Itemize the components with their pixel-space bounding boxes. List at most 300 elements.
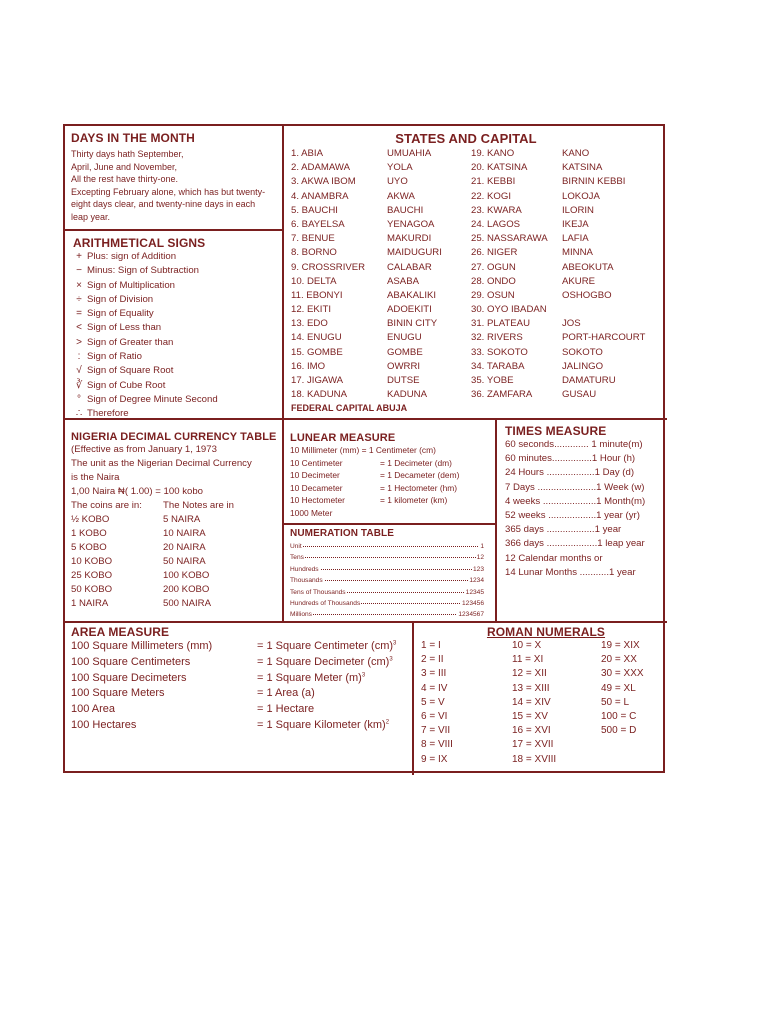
state-name: 11. EBONYI	[291, 289, 343, 301]
sign-symbol: °	[77, 393, 81, 405]
linear-row	[290, 458, 494, 471]
coin-value: 10 KOBO	[71, 556, 113, 567]
times-row: 7 Days ......................1 Week (w)	[505, 481, 645, 493]
state-name: 28. ONDO	[471, 275, 516, 287]
dot-leader	[290, 614, 484, 615]
dot-leader	[290, 546, 484, 547]
roman-row	[417, 668, 665, 682]
roman-value: 13 = XIII	[512, 682, 550, 694]
roman-value: 6 = VI	[421, 710, 448, 722]
state-name: 27. OGUN	[471, 261, 516, 273]
coin-value: 1 NAIRA	[71, 598, 109, 609]
currency-header-row	[71, 500, 281, 514]
section-title: STATES AND CAPITAL	[395, 131, 537, 146]
linear-unit: 10 Centimeter	[290, 457, 343, 468]
state-row	[287, 347, 665, 361]
times-row: 12 Calendar months or	[505, 552, 603, 564]
roman-value: 2 = II	[421, 654, 444, 666]
state-name: 8. BORNO	[291, 247, 337, 259]
roman-value: 19 = XIX	[601, 640, 640, 651]
state-capital: ABEOKUTA	[562, 261, 614, 273]
roman-value: 4 = IV	[421, 682, 448, 694]
note-value: 10 NAIRA	[163, 528, 206, 539]
numeration-value: 123456	[461, 599, 484, 607]
roman-value: 5 = V	[421, 696, 445, 708]
area-equals	[257, 672, 365, 684]
state-row	[287, 233, 665, 247]
state-capital: BININ CITY	[387, 318, 438, 330]
numeration-row	[290, 543, 494, 554]
state-capital: BIRNIN KEBBI	[562, 176, 626, 188]
state-row	[287, 148, 665, 162]
state-row	[287, 375, 665, 389]
currency-row	[71, 570, 281, 584]
sign-item	[73, 351, 281, 365]
linear-equals: = 1 Decimeter (dm)	[380, 457, 452, 468]
state-name: 20. KATSINA	[471, 162, 528, 174]
area-equals	[257, 719, 389, 731]
sign-item	[73, 322, 281, 336]
area-equals-text: = 1 Hectare	[257, 703, 315, 716]
coin-value: 5 KOBO	[71, 542, 107, 553]
divider	[282, 126, 284, 419]
state-name: 15. GOMBE	[291, 346, 343, 358]
roman-value: 11 = XI	[512, 654, 544, 666]
section-title: AREA MEASURE	[71, 625, 170, 639]
area-unit: 100 Square Millimeters (mm)	[71, 640, 213, 652]
verse-line: April, June and November,	[71, 161, 178, 172]
state-capital: ADOEKITI	[387, 304, 432, 316]
arithmetical-signs-section	[73, 236, 281, 418]
currency-row	[71, 542, 281, 556]
numeration-row	[290, 589, 494, 600]
area-row	[71, 703, 411, 719]
state-name: 10. DELTA	[291, 275, 337, 287]
state-name: 35. YOBE	[471, 375, 514, 386]
divider	[65, 418, 667, 420]
area-unit: 100 Square Centimeters	[71, 655, 191, 668]
state-row	[287, 247, 665, 261]
linear-row	[290, 483, 494, 496]
area-equals	[257, 656, 393, 668]
numeration-label	[290, 554, 305, 561]
roman-row	[417, 697, 665, 711]
numeration-value: 1234567	[458, 611, 484, 619]
linear-row	[290, 508, 494, 521]
numeration-label-text: Hundreds of Thousands	[290, 599, 361, 607]
numeration-label-text: Tens	[290, 554, 304, 562]
roman-rows	[417, 640, 665, 768]
verse-line: leap year.	[71, 211, 111, 222]
numeration-label	[290, 577, 324, 584]
state-name: 21. KEBBI	[471, 176, 516, 188]
state-row	[287, 318, 665, 332]
times-row: 14 Lunar Months ...........1 year	[505, 566, 636, 578]
state-capital: KADUNA	[387, 389, 427, 401]
state-name: 26. NIGER	[471, 247, 518, 259]
numeration-row	[290, 554, 494, 565]
numeration-label-text: Unit	[290, 543, 302, 550]
state-capital: JALINGO	[562, 360, 604, 372]
roman-row	[417, 654, 665, 668]
area-row	[71, 640, 411, 656]
sign-label: Sign of Degree Minute Second	[87, 393, 218, 405]
sign-label: Sign of Division	[87, 293, 154, 305]
verse-line: eight days clear, and twenty-nine days in each	[71, 199, 256, 210]
area-exponent: 3	[389, 656, 393, 663]
state-capital: YOLA	[387, 162, 413, 174]
linear-row	[290, 445, 494, 458]
note-value: 100 KOBO	[163, 570, 210, 581]
area-row	[71, 687, 411, 703]
numeration-rows	[290, 543, 494, 620]
sign-item	[73, 265, 281, 279]
coin-value: 50 KOBO	[71, 584, 113, 595]
area-row	[71, 656, 411, 672]
state-row	[287, 389, 665, 403]
area-row	[71, 672, 411, 688]
currency-line: 1,00 Naira ₦( 1.00) = 100 kobo	[71, 486, 203, 497]
section-title: ARITHMETICAL SIGNS	[73, 236, 206, 250]
state-capital: MINNA	[562, 247, 593, 259]
roman-row	[417, 739, 665, 753]
roman-value: 30 = XXX	[601, 668, 644, 680]
state-capital: LAFIA	[562, 233, 589, 245]
area-unit: 100 Hectares	[71, 718, 137, 731]
state-name: 1. ABIA	[291, 148, 323, 159]
sign-symbol: <	[76, 322, 82, 334]
currency-row	[71, 598, 281, 612]
coin-value: 1 KOBO	[71, 528, 107, 539]
currency-notes	[71, 444, 281, 500]
state-name: 36. ZAMFARA	[471, 389, 533, 401]
times-row: 60 minutes...............1 Hour (h)	[505, 453, 636, 465]
roman-value: 18 = XVIII	[512, 753, 557, 765]
note-value: 20 NAIRA	[163, 542, 206, 553]
sign-symbol: ∛	[75, 379, 83, 391]
roman-value: 9 = IX	[421, 753, 448, 765]
state-capital: OSHOGBO	[562, 289, 612, 301]
currency-rows	[71, 514, 281, 612]
sign-item	[73, 394, 281, 408]
area-equals	[257, 703, 314, 715]
numeration-label	[290, 589, 347, 596]
roman-value: 20 = XX	[601, 654, 637, 666]
state-row	[287, 262, 665, 276]
currency-line: The unit as the Nigerian Decimal Currency	[71, 458, 252, 469]
sign-symbol: −	[76, 265, 82, 277]
divider	[65, 229, 283, 231]
note-value: 50 NAIRA	[163, 556, 206, 567]
numeration-label	[290, 543, 303, 550]
state-row	[287, 176, 665, 190]
state-capital: AKWA	[387, 190, 415, 202]
reference-sheet	[63, 124, 665, 773]
state-capital: DUTSE	[387, 375, 420, 386]
sign-label: Minus: Sign of Subtraction	[87, 265, 199, 277]
state-row	[287, 205, 665, 219]
area-unit: 100 Square Meters	[71, 687, 165, 700]
sign-symbol: +	[76, 251, 82, 262]
state-name: 4. ANAMBRA	[291, 190, 349, 202]
state-row	[287, 191, 665, 205]
roman-value: 7 = VII	[421, 725, 451, 737]
numeration-label	[290, 600, 361, 607]
times-row: 366 days ...................1 leap year	[505, 538, 645, 550]
state-name: 13. EDO	[291, 318, 328, 330]
area-exponent: 3	[393, 640, 397, 647]
state-name: 33. SOKOTO	[471, 346, 528, 358]
area-exponent: 3	[361, 671, 366, 678]
section-title: ROMAN NUMERALS	[486, 625, 606, 639]
sign-item	[73, 408, 281, 418]
verse-line: Thirty days hath September,	[71, 149, 184, 159]
numeration-label-text: Thousands	[290, 577, 323, 585]
area-exponent: 2	[385, 719, 390, 726]
state-row	[287, 332, 665, 346]
times-row: 52 weeks ..................1 year (yr)	[505, 509, 640, 521]
state-name: 2. ADAMAWA	[291, 162, 350, 174]
signs-list	[73, 251, 281, 418]
numeration-value: 123	[472, 565, 484, 573]
state-name: 25. NASSARAWA	[471, 233, 548, 245]
state-name: 12. EKITI	[291, 304, 331, 316]
sign-label: Sign of Equality	[87, 308, 154, 320]
sign-label: Sign of Less than	[87, 322, 162, 334]
numeration-label-text: Hundreds	[290, 565, 319, 573]
area-unit: 100 Area	[71, 703, 116, 716]
numeration-value: 1	[480, 543, 484, 550]
state-capital: YENAGOA	[387, 218, 435, 230]
state-capital: ILORIN	[562, 204, 594, 216]
sign-symbol: :	[77, 351, 81, 363]
sign-symbol: √	[76, 365, 82, 377]
section-title: DAYS IN THE MONTH	[71, 131, 195, 145]
area-equals-text: = 1 Square Kilometer (km)	[257, 718, 386, 731]
state-capital: ENUGU	[387, 332, 422, 344]
divider	[282, 418, 284, 622]
linear-measure-section	[290, 432, 494, 522]
roman-value: 49 = XL	[601, 682, 636, 694]
linear-row	[290, 495, 494, 508]
note-value: 500 NAIRA	[163, 598, 211, 609]
area-row	[71, 719, 411, 735]
state-name: 14. ENUGU	[291, 332, 342, 344]
linear-first: 10 Millimeter (mm) = 1 Centimeter (cm)	[290, 445, 436, 455]
sign-item	[73, 380, 281, 394]
state-name: 29. OSUN	[471, 289, 515, 301]
currency-line: (Effective as from January 1, 1973	[71, 444, 217, 455]
times-row: 4 weeks ....................1 Month(m)	[505, 495, 646, 507]
numeration-row	[290, 611, 494, 620]
sign-item	[73, 337, 281, 351]
area-equals-text: = 1 Area (a)	[257, 687, 315, 700]
note-value: 200 KOBO	[163, 584, 210, 595]
numeration-row	[290, 577, 494, 588]
roman-row	[417, 640, 665, 654]
state-name: 16. IMO	[291, 360, 326, 372]
roman-row	[417, 754, 665, 768]
section-title: TIMES MEASURE	[505, 424, 607, 438]
times-row: 60 seconds............. 1 minute(m)	[505, 439, 643, 450]
federal-capital: FEDERAL CAPITAL ABUJA	[291, 403, 408, 414]
state-capital: PORT-HARCOURT	[562, 332, 646, 344]
verse-line: Excepting February alone, which has but twenty-	[71, 186, 266, 197]
roman-row	[417, 711, 665, 725]
area-measure-section	[71, 625, 411, 775]
divider	[282, 523, 496, 525]
linear-unit: 10 Hectometer	[290, 495, 345, 506]
sign-item	[73, 365, 281, 379]
linear-row	[290, 470, 494, 483]
state-capital: AKURE	[562, 275, 596, 287]
state-name: 5. BAUCHI	[291, 204, 338, 216]
days-in-month-section	[71, 131, 281, 229]
section-title: NIGERIA DECIMAL CURRENCY TABLE	[71, 431, 277, 443]
numeration-value: 12	[476, 554, 484, 562]
coins-label: The coins are in:	[71, 500, 142, 511]
roman-value: 500 = D	[601, 725, 637, 737]
state-capital: LOKOJA	[562, 190, 600, 202]
divider	[495, 418, 497, 622]
state-name: 19. KANO	[471, 148, 515, 159]
linear-equals: = 1 Decameter (dem)	[380, 470, 460, 481]
sign-item	[73, 251, 281, 265]
state-name: 31. PLATEAU	[471, 318, 531, 330]
sign-label: Sign of Ratio	[87, 351, 142, 363]
state-capital: ASABA	[387, 275, 419, 287]
state-row	[287, 276, 665, 290]
linear-equals: = 1 kilometer (km)	[380, 495, 448, 506]
currency-row	[71, 584, 281, 598]
state-capital: KATSINA	[562, 162, 603, 174]
state-capital: OWRRI	[387, 360, 421, 372]
roman-row	[417, 725, 665, 739]
state-capital: ABAKALIKI	[387, 289, 437, 301]
note-value: 5 NAIRA	[163, 514, 201, 525]
numeration-value: 1234	[469, 577, 484, 585]
sign-item	[73, 294, 281, 308]
numeration-row	[290, 566, 494, 577]
state-name: 22. KOGI	[471, 190, 511, 202]
roman-value: 15 = XV	[512, 710, 548, 722]
state-capital: JOS	[562, 318, 581, 330]
roman-value: 10 = X	[512, 640, 542, 651]
state-name: 17. JIGAWA	[291, 375, 344, 386]
times-rows	[505, 439, 665, 581]
sign-symbol: ∴	[75, 408, 83, 418]
state-name: 24. LAGOS	[471, 218, 521, 230]
roman-numerals-section	[417, 625, 665, 775]
times-row: 24 Hours ..................1 Day (d)	[505, 467, 635, 479]
section-title: LUNEAR MEASURE	[290, 432, 396, 444]
state-name: 23. KWARA	[471, 204, 522, 216]
state-capital: MAKURDI	[387, 233, 432, 245]
times-measure-section	[505, 424, 665, 620]
currency-line: is the Naira	[71, 472, 120, 483]
linear-equals: = 1 Hectometer (hm)	[380, 482, 458, 493]
roman-value: 14 = XIV	[512, 696, 551, 708]
state-name: 30. OYO IBADAN	[471, 304, 547, 316]
area-equals-text: = 1 Square Meter (m)	[257, 671, 362, 684]
numeration-label	[290, 611, 313, 618]
sign-label: Sign of Multiplication	[87, 279, 175, 291]
states-capital-section	[287, 131, 665, 417]
area-equals-text: = 1 Square Centimeter (cm)	[257, 640, 394, 652]
state-row	[287, 219, 665, 233]
state-capital: BAUCHI	[387, 204, 424, 216]
days-verse	[71, 148, 281, 224]
currency-row	[71, 528, 281, 542]
numeration-row	[290, 600, 494, 611]
notes-label: The Notes are in	[163, 500, 234, 511]
area-unit: 100 Square Decimeters	[71, 671, 187, 684]
linear-unit: 10 Decameter	[290, 482, 343, 493]
state-capital: DAMATURU	[562, 375, 616, 386]
state-name: 34. TARABA	[471, 360, 525, 372]
section-title: NUMERATION TABLE	[290, 528, 394, 539]
state-capital: GUSAU	[562, 389, 597, 401]
sign-symbol: ×	[76, 279, 82, 291]
roman-value: 1 = I	[421, 640, 441, 651]
sign-label: Plus: sign of Addition	[87, 251, 177, 262]
roman-row	[417, 683, 665, 697]
coin-value: 25 KOBO	[71, 570, 113, 581]
state-row	[287, 290, 665, 304]
state-capital: SOKOTO	[562, 346, 603, 358]
state-capital: CALABAR	[387, 261, 432, 273]
state-row	[287, 162, 665, 176]
numeration-value: 12345	[465, 588, 484, 596]
sign-item	[73, 280, 281, 294]
state-name: 9. CROSSRIVER	[291, 261, 366, 273]
divider	[412, 621, 414, 775]
area-rows	[71, 640, 411, 735]
state-name: 32. RIVERS	[471, 332, 523, 344]
state-capital: MAIDUGURI	[387, 247, 442, 259]
state-capital: UYO	[387, 176, 408, 188]
sign-item	[73, 308, 281, 322]
state-capital: KANO	[562, 148, 590, 159]
dot-leader	[290, 557, 484, 558]
numeration-label	[290, 566, 320, 573]
verse-line: All the rest have thirty-one.	[71, 174, 179, 185]
area-equals	[257, 687, 315, 699]
area-equals	[257, 640, 396, 652]
currency-section	[71, 431, 281, 621]
roman-value: 17 = XVII	[512, 739, 554, 751]
roman-value: 50 = L	[601, 696, 630, 708]
sign-label: Sign of Greater than	[87, 336, 174, 348]
times-row: 365 days ..................1 year	[505, 524, 622, 536]
state-name: 3. AKWA IBOM	[291, 176, 356, 188]
roman-value: 8 = VIII	[421, 739, 453, 751]
state-capital: UMUAHIA	[387, 148, 432, 159]
sign-symbol: >	[76, 336, 82, 348]
sign-label: Therefore	[87, 408, 129, 418]
numeration-section	[290, 528, 494, 620]
sign-symbol: ÷	[76, 293, 82, 305]
currency-row	[71, 514, 281, 528]
roman-value: 3 = III	[421, 668, 447, 680]
sign-label: Sign of Cube Root	[87, 379, 166, 391]
sign-symbol: =	[76, 308, 82, 320]
currency-row	[71, 556, 281, 570]
linear-rows	[290, 458, 494, 508]
roman-value: 16 = XVI	[512, 725, 551, 737]
linear-unit: 10 Decimeter	[290, 470, 340, 481]
state-row	[287, 304, 665, 318]
